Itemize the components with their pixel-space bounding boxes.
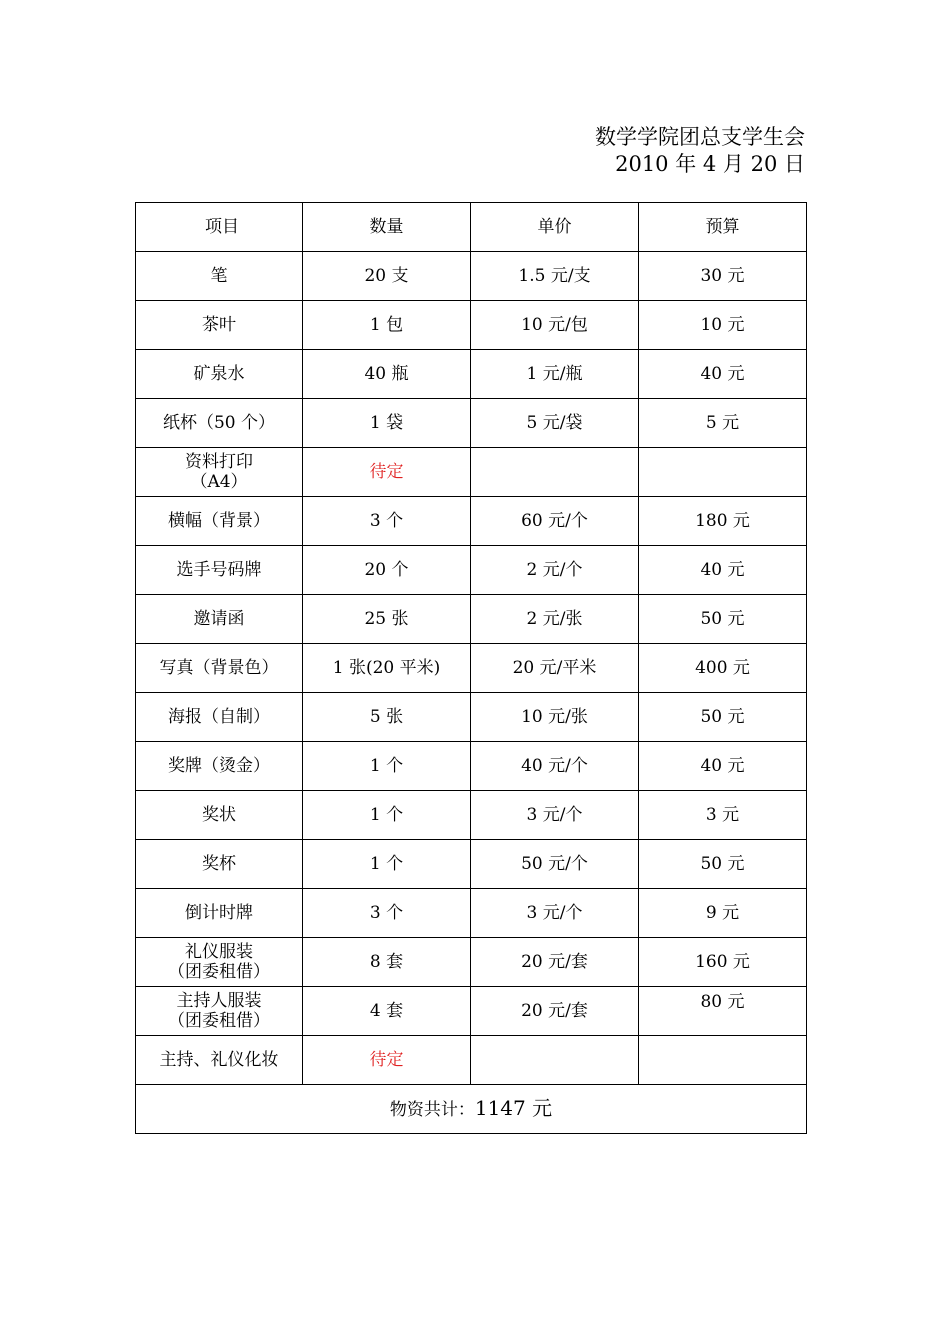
cell-quantity-text: 1 个: [369, 805, 404, 825]
cell-quantity: [303, 791, 471, 840]
table-row: [136, 595, 807, 644]
cell-quantity-text: 待定: [369, 1050, 404, 1070]
cell-item-text: 邀请函: [193, 609, 245, 629]
cell-unit-price-text: 1.5 元/支: [518, 266, 591, 286]
cell-quantity: [303, 889, 471, 938]
cell-unit-price-text: 1 元/瓶: [526, 364, 583, 384]
table-row: [136, 350, 807, 399]
column-header-budget: [639, 203, 807, 252]
cell-unit-price-text: 60 元/个: [521, 511, 588, 531]
cell-item-text: 茶叶: [202, 315, 236, 335]
cell-item-text: 选手号码牌: [176, 560, 262, 580]
cell-budget-text: 160 元: [695, 952, 750, 972]
cell-item: [136, 791, 303, 840]
cell-budget: [639, 252, 807, 301]
cell-budget-text: 30 元: [700, 266, 745, 286]
cell-unit-price-text: 20 元/平米: [512, 658, 597, 678]
cell-item-text: 礼仪服装 （团委租借）: [168, 942, 270, 982]
cell-item-text: 主持人服装 （团委租借）: [168, 991, 270, 1031]
cell-budget: [639, 1036, 807, 1085]
cell-quantity-text: 25 张: [364, 609, 409, 629]
cell-unit-price: [471, 497, 639, 546]
cell-unit-price-text: 20 元/套: [521, 952, 588, 972]
cell-item-text: 主持、礼仪化妆: [159, 1050, 279, 1070]
cell-item-text: 写真（背景色）: [159, 658, 279, 678]
cell-item-text: 资料打印 （A4）: [185, 452, 253, 492]
cell-item-text: 奖杯: [202, 854, 236, 874]
cell-quantity-text: 1 个: [369, 756, 404, 776]
cell-quantity: [303, 301, 471, 350]
cell-budget: [639, 791, 807, 840]
table-row: [136, 399, 807, 448]
cell-quantity-text: 20 个: [364, 560, 409, 580]
cell-budget-text: 9 元: [705, 903, 740, 923]
cell-unit-price: [471, 742, 639, 791]
cell-item: [136, 399, 303, 448]
cell-unit-price-text: 3 元/个: [526, 903, 583, 923]
cell-budget-text: 50 元: [700, 854, 745, 874]
cell-quantity: [303, 938, 471, 987]
cell-quantity: [303, 448, 471, 497]
cell-quantity: [303, 693, 471, 742]
cell-quantity: [303, 1036, 471, 1085]
cell-budget: [639, 497, 807, 546]
cell-budget-text: 40 元: [700, 756, 745, 776]
cell-unit-price: [471, 791, 639, 840]
cell-budget: [639, 987, 807, 1036]
cell-item: [136, 497, 303, 546]
cell-item-text: 奖牌（烫金）: [168, 756, 270, 776]
cell-unit-price-text: 20 元/套: [521, 1001, 588, 1021]
column-header-item: [136, 203, 303, 252]
table-header-row: [136, 203, 807, 252]
total-label: 物资共计：: [389, 1100, 475, 1120]
table-row: [136, 987, 807, 1036]
cell-budget: [639, 399, 807, 448]
cell-item: [136, 301, 303, 350]
cell-unit-price-text: 10 元/包: [521, 315, 588, 335]
cell-quantity-text: 待定: [369, 462, 404, 482]
cell-budget: [639, 301, 807, 350]
cell-unit-price: [471, 840, 639, 889]
cell-quantity: [303, 595, 471, 644]
total-row: [136, 1085, 807, 1134]
cell-unit-price: [471, 693, 639, 742]
cell-unit-price: [471, 938, 639, 987]
cell-budget-text: 50 元: [700, 707, 745, 727]
cell-item: [136, 1036, 303, 1085]
cell-budget: [639, 350, 807, 399]
cell-item: [136, 448, 303, 497]
cell-unit-price: [471, 1036, 639, 1085]
cell-item-text: 海报（自制）: [168, 707, 270, 727]
cell-budget: [639, 938, 807, 987]
cell-unit-price: [471, 252, 639, 301]
cell-unit-price: [471, 987, 639, 1036]
cell-budget-text: 10 元: [700, 315, 745, 335]
table-row: [136, 301, 807, 350]
cell-item-text: 矿泉水: [193, 364, 245, 384]
cell-budget: [639, 693, 807, 742]
cell-quantity-text: 1 包: [369, 315, 404, 335]
cell-budget: [639, 595, 807, 644]
cell-item-text: 纸杯（50 个）: [162, 413, 276, 433]
cell-unit-price: [471, 399, 639, 448]
table-row: [136, 693, 807, 742]
cell-item: [136, 252, 303, 301]
cell-budget-text: 180 元: [695, 511, 750, 531]
cell-quantity: [303, 742, 471, 791]
cell-item: [136, 644, 303, 693]
table-row: [136, 791, 807, 840]
document-header: [595, 124, 805, 178]
cell-item-text: 横幅（背景）: [168, 511, 270, 531]
cell-unit-price-text: 10 元/张: [521, 707, 588, 727]
cell-budget: [639, 448, 807, 497]
table-row: [136, 889, 807, 938]
column-header-item-label: 项目: [205, 217, 239, 237]
table-row: [136, 497, 807, 546]
column-header-quantity-label: 数量: [369, 217, 404, 237]
cell-quantity-text: 4 套: [369, 1001, 404, 1021]
cell-quantity: [303, 252, 471, 301]
cell-quantity: [303, 840, 471, 889]
table-row: [136, 644, 807, 693]
cell-unit-price-text: 50 元/个: [521, 854, 588, 874]
cell-unit-price: [471, 448, 639, 497]
cell-item-text: 奖状: [202, 805, 236, 825]
cell-unit-price-text: 2 元/个: [526, 560, 583, 580]
cell-unit-price: [471, 301, 639, 350]
cell-item: [136, 742, 303, 791]
total-cell: [136, 1085, 807, 1134]
cell-unit-price: [471, 546, 639, 595]
cell-quantity-text: 3 个: [369, 511, 404, 531]
cell-quantity-text: 1 袋: [369, 413, 404, 433]
column-header-unit-price: [471, 203, 639, 252]
cell-item: [136, 693, 303, 742]
cell-budget: [639, 644, 807, 693]
cell-budget: [639, 889, 807, 938]
budget-table-body: [136, 203, 807, 1134]
cell-budget: [639, 840, 807, 889]
table-row: [136, 448, 807, 497]
cell-item: [136, 840, 303, 889]
cell-quantity-text: 5 张: [369, 707, 404, 727]
cell-quantity-text: 3 个: [369, 903, 404, 923]
cell-item: [136, 889, 303, 938]
cell-quantity: [303, 497, 471, 546]
document-date: 2010 年 4 月 20 日: [615, 152, 805, 176]
cell-unit-price: [471, 350, 639, 399]
table-row: [136, 252, 807, 301]
cell-quantity-text: 1 张(20 平米): [332, 658, 441, 678]
cell-budget: [639, 742, 807, 791]
column-header-unit-price-label: 单价: [537, 217, 572, 237]
cell-unit-price-text: 5 元/袋: [526, 413, 583, 433]
cell-budget-text: 80 元: [700, 992, 745, 1012]
cell-budget-text: 400 元: [695, 658, 750, 678]
total-value: 1147 元: [474, 1096, 553, 1120]
cell-quantity-text: 20 支: [364, 266, 409, 286]
cell-item: [136, 938, 303, 987]
cell-quantity: [303, 546, 471, 595]
cell-budget-text: 5 元: [705, 413, 740, 433]
cell-item: [136, 546, 303, 595]
cell-budget: [639, 546, 807, 595]
cell-unit-price-text: 40 元/个: [521, 756, 588, 776]
cell-budget-text: 40 元: [700, 560, 745, 580]
cell-quantity-text: 40 瓶: [364, 364, 409, 384]
table-row: [136, 840, 807, 889]
cell-unit-price-text: 2 元/张: [526, 609, 583, 629]
cell-quantity: [303, 644, 471, 693]
column-header-budget-label: 预算: [705, 217, 740, 237]
table-row: [136, 938, 807, 987]
cell-item: [136, 595, 303, 644]
table-row: [136, 1036, 807, 1085]
column-header-quantity: [303, 203, 471, 252]
cell-budget-text: 40 元: [700, 364, 745, 384]
table-row: [136, 546, 807, 595]
budget-table: [135, 202, 807, 1134]
organization-name: 数学学院团总支学生会: [595, 125, 805, 149]
cell-quantity: [303, 399, 471, 448]
cell-item-text: 倒计时牌: [185, 903, 253, 923]
cell-item: [136, 350, 303, 399]
table-row: [136, 742, 807, 791]
cell-quantity-text: 8 套: [369, 952, 404, 972]
cell-unit-price: [471, 889, 639, 938]
cell-quantity: [303, 987, 471, 1036]
cell-budget-text: 50 元: [700, 609, 745, 629]
cell-quantity-text: 1 个: [369, 854, 404, 874]
cell-unit-price: [471, 644, 639, 693]
cell-unit-price-text: 3 元/个: [526, 805, 583, 825]
cell-budget-text: 3 元: [705, 805, 740, 825]
cell-quantity: [303, 350, 471, 399]
cell-item: [136, 987, 303, 1036]
cell-item-text: 笔: [210, 266, 228, 286]
cell-unit-price: [471, 595, 639, 644]
